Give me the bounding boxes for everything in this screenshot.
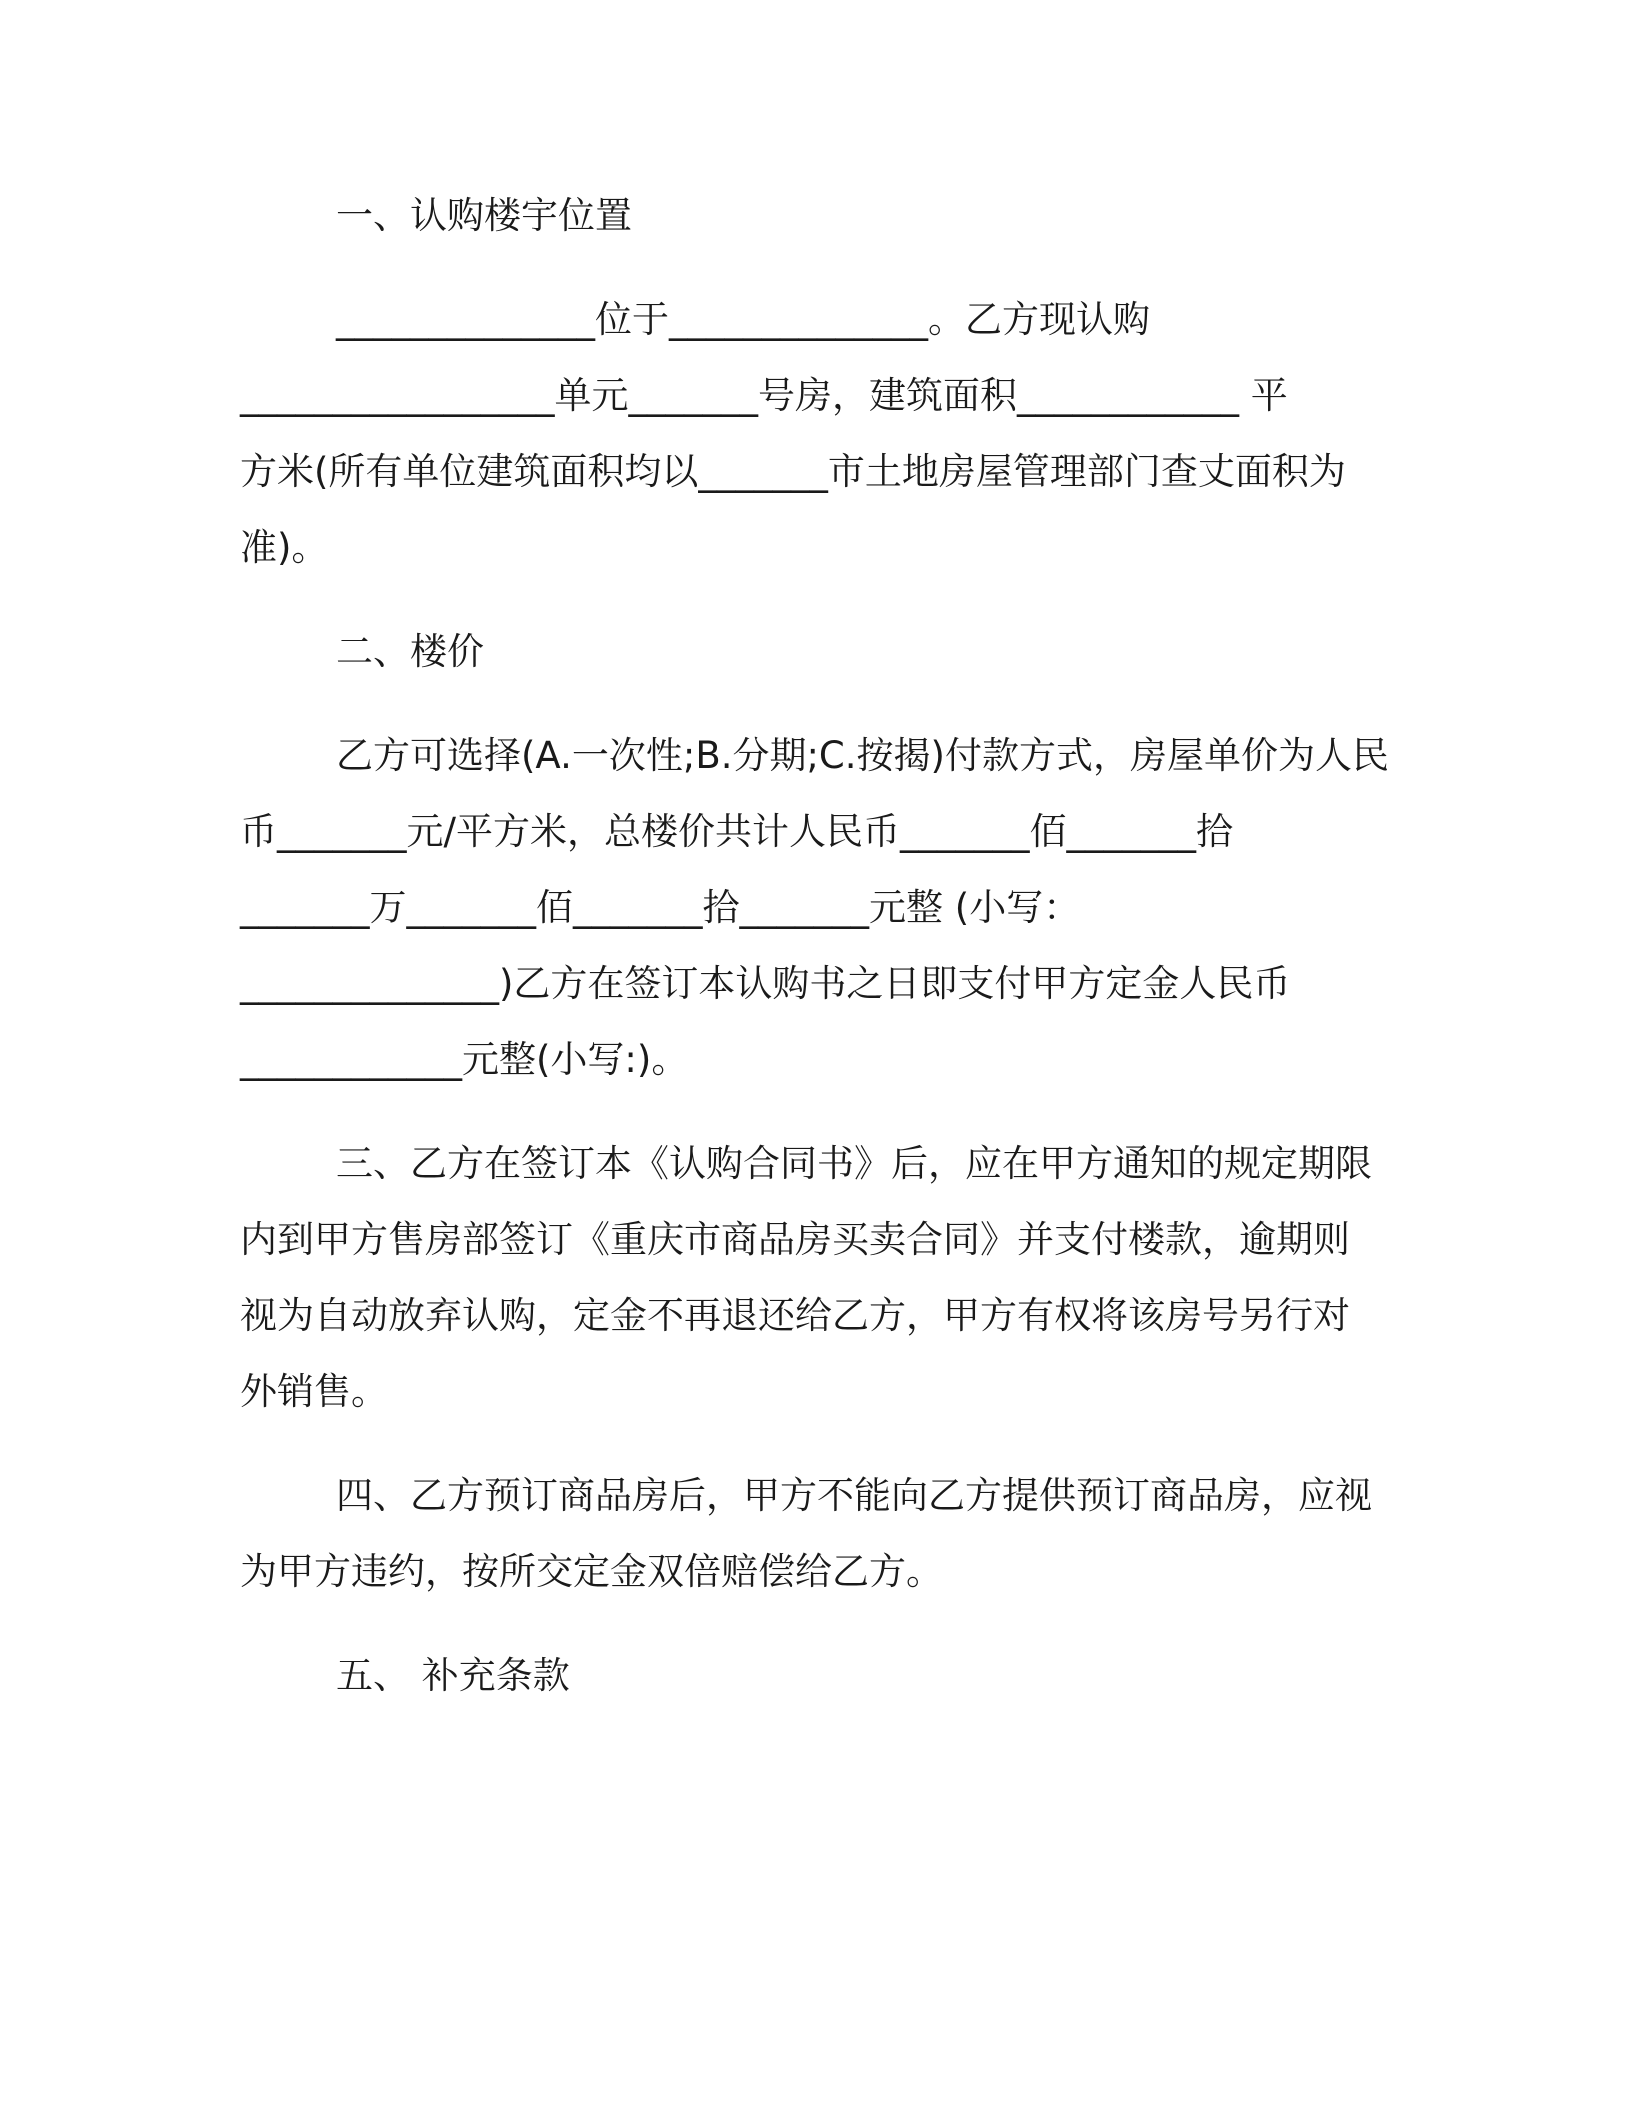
section-2-line-3: _______万_______佰_______拾_______元整 (小写：	[240, 886, 1081, 929]
section-2-line-1: 乙方可选择(A.一次性;B.分期;C.按揭)付款方式，房屋单价为人民	[336, 734, 1389, 777]
section-1-line-4: 准)。	[240, 526, 329, 569]
section-2-heading: 二、楼价	[336, 630, 484, 673]
section-1-line-3: 方米(所有单位建筑面积均以_______市土地房屋管理部门查丈面积为	[240, 450, 1346, 493]
section-4-line-1: 四、乙方预订商品房后，甲方不能向乙方提供预订商品房，应视	[336, 1474, 1372, 1517]
section-3-line-4: 外销售。	[240, 1370, 388, 1413]
section-1-line-1: ______________位于______________。乙方现认购	[336, 298, 1150, 341]
section-3-line-3: 视为自动放弃认购，定金不再退还给乙方，甲方有权将该房号另行对	[240, 1294, 1350, 1337]
section-1-line-2: _________________单元_______号房，建筑面积____________ 平	[240, 374, 1288, 417]
section-5-heading: 五、 补充条款	[336, 1654, 570, 1697]
section-3-line-2: 内到甲方售房部签订《重庆市商品房买卖合同》并支付楼款，逾期则	[240, 1218, 1350, 1261]
section-2-line-2: 币_______元/平方米，总楼价共计人民币_______佰_______拾	[240, 810, 1233, 853]
section-4-line-2: 为甲方违约，按所交定金双倍赔偿给乙方。	[240, 1550, 943, 1593]
section-3-line-1: 三、乙方在签订本《认购合同书》后，应在甲方通知的规定期限	[336, 1142, 1372, 1185]
section-1-heading: 一、认购楼宇位置	[336, 194, 632, 237]
section-2-line-5: ____________元整(小写:)。	[240, 1038, 689, 1081]
section-2-line-4: ______________)乙方在签订本认购书之日即支付甲方定金人民币	[240, 962, 1291, 1005]
